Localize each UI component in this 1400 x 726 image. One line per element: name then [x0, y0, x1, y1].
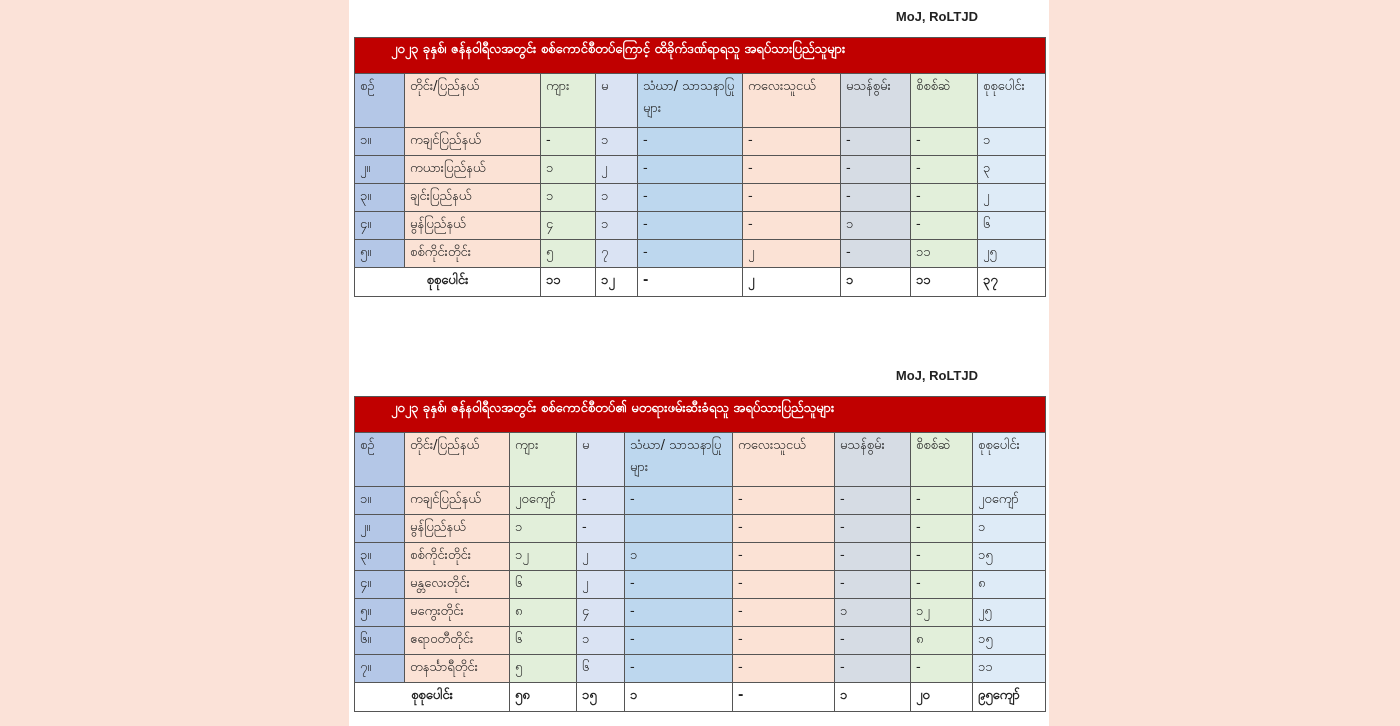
table-header-row [355, 433, 1046, 487]
table-cell: ၅။ [355, 240, 405, 268]
table-cell: - [835, 543, 911, 571]
total-cell: - [733, 683, 835, 712]
table-cell: ၆ [510, 627, 577, 655]
total-label: စုစုပေါင်း [355, 683, 510, 712]
total-label: စုစုပေါင်း [355, 268, 541, 297]
table-cell: ၄ [541, 212, 596, 240]
table-cell: ကချင်ပြည်နယ် [405, 128, 541, 156]
table-cell: စစ်ကိုင်းတိုင်း [405, 543, 510, 571]
header-cell: စဉ် [355, 433, 405, 487]
table-cell: - [577, 487, 625, 515]
total-cell: ၁၁ [911, 268, 978, 297]
table-cell: - [841, 184, 911, 212]
table-cell: - [733, 543, 835, 571]
table-cell: - [638, 128, 743, 156]
table-cell: ၁၅ [973, 627, 1046, 655]
table-cell: ၃။ [355, 184, 405, 212]
table-cell: ၂ [577, 571, 625, 599]
header-cell: တိုင်း/ပြည်နယ် [405, 74, 541, 128]
total-cell: ၃၇ [978, 268, 1046, 297]
table-cell: - [911, 515, 973, 543]
table-cell: - [911, 655, 973, 683]
table-cell: ၂ [577, 543, 625, 571]
header-cell: မသန်စွမ်း [841, 74, 911, 128]
table-cell: ၂ [596, 156, 638, 184]
table-cell: ချင်းပြည်နယ် [405, 184, 541, 212]
table-row [355, 627, 1046, 655]
table-cell: ၂။ [355, 515, 405, 543]
table-cell: ၁။ [355, 487, 405, 515]
table-cell: ၅။ [355, 599, 405, 627]
table-cell: ၂ [978, 184, 1046, 212]
source-label: MoJ, RoLTJD [895, 368, 978, 383]
header-cell: ကလေးသူငယ် [733, 433, 835, 487]
table-cell: - [733, 571, 835, 599]
table-cell: - [911, 571, 973, 599]
table-cell: ဧရာဝတီတိုင်း [405, 627, 510, 655]
table-total-row [355, 268, 1046, 297]
table-cell: ၄။ [355, 571, 405, 599]
table-cell: - [733, 599, 835, 627]
header-cell: စိစစ်ဆဲ [911, 74, 978, 128]
table-cell: - [911, 212, 978, 240]
table-cell: ၁၁ [911, 240, 978, 268]
table-cell: ၁ [978, 128, 1046, 156]
table-cell: ၁ [835, 599, 911, 627]
table-cell: - [911, 543, 973, 571]
table-cell: တနင်္သာရီတိုင်း [405, 655, 510, 683]
table-row [355, 571, 1046, 599]
table-cell: မွန်ပြည်နယ် [405, 515, 510, 543]
total-cell: ၁၂ [596, 268, 638, 297]
table-cell: - [743, 184, 841, 212]
table-cell: မကွေးတိုင်း [405, 599, 510, 627]
table-cell: ၅ [510, 655, 577, 683]
table-cell: ၈ [973, 571, 1046, 599]
header-cell: သံဃာ/ သာသနာပြုများ [638, 74, 743, 128]
total-cell: - [638, 268, 743, 297]
document-page [349, 0, 1049, 726]
table-cell: ၅ [541, 240, 596, 268]
table-cell: - [835, 655, 911, 683]
table-cell: စစ်ကိုင်းတိုင်း [405, 240, 541, 268]
table-cell: ၂၀ကျော် [510, 487, 577, 515]
total-cell: ၂၀ [911, 683, 973, 712]
header-cell: မ [596, 74, 638, 128]
table-row [355, 655, 1046, 683]
header-cell: ကလေးသူငယ် [743, 74, 841, 128]
table-cell: - [835, 515, 911, 543]
table-cell: - [733, 515, 835, 543]
table-row [355, 184, 1046, 212]
table-cell: - [835, 571, 911, 599]
table-row [355, 543, 1046, 571]
table-cell: - [911, 487, 973, 515]
table-cell: ၁၁ [973, 655, 1046, 683]
table-cell: - [638, 212, 743, 240]
header-cell: စုစုပေါင်း [973, 433, 1046, 487]
table-cell: ကယားပြည်နယ် [405, 156, 541, 184]
table-cell: ၁။ [355, 128, 405, 156]
total-cell: ၁ [625, 683, 733, 712]
table-cell: ၄ [577, 599, 625, 627]
table-header-row [355, 74, 1046, 128]
arrested-civilians-table [354, 396, 1046, 712]
table-cell: - [841, 240, 911, 268]
source-label: MoJ, RoLTJD [895, 9, 978, 24]
table-cell: ၁ [973, 515, 1046, 543]
header-cell: သံဃာ/ သာသနာပြုများ [625, 433, 733, 487]
table-cell: ၁ [596, 212, 638, 240]
table-cell: - [733, 627, 835, 655]
table-cell: ၁ [841, 212, 911, 240]
table-cell: - [638, 184, 743, 212]
total-cell: ၁ [841, 268, 911, 297]
table-cell: - [638, 240, 743, 268]
table-cell: - [625, 627, 733, 655]
table-cell: ၆ [510, 571, 577, 599]
table-total-row [355, 683, 1046, 712]
table-cell: ၈ [510, 599, 577, 627]
table-cell: ၂၅ [973, 599, 1046, 627]
header-cell: မသန်စွမ်း [835, 433, 911, 487]
header-cell: စုစုပေါင်း [978, 74, 1046, 128]
table-cell: ၇ [596, 240, 638, 268]
header-cell: မ [577, 433, 625, 487]
header-cell: ကျား [541, 74, 596, 128]
total-cell: ၁၁ [541, 268, 596, 297]
table-row [355, 487, 1046, 515]
table-cell: - [743, 128, 841, 156]
total-cell: ၁ [835, 683, 911, 712]
header-cell: စိစစ်ဆဲ [911, 433, 973, 487]
table-cell: ၆ [978, 212, 1046, 240]
table-cell: ၁ [541, 156, 596, 184]
table-title: ၂၀၂၃ ခုနှစ်၊ ဇန်နဝါရီလအတွင်း စစ်ကောင်စီတပ်၏ မတရားဖမ်းဆီးခံရသူ အရပ်သားပြည်သူများ [355, 397, 1046, 433]
table-row [355, 515, 1046, 543]
table-row [355, 599, 1046, 627]
table-cell: ၇။ [355, 655, 405, 683]
header-cell: စဉ် [355, 74, 405, 128]
table-cell: ၁၂ [911, 599, 973, 627]
table-cell: - [911, 156, 978, 184]
table-cell: - [625, 487, 733, 515]
table-cell: မန္တလေးတိုင်း [405, 571, 510, 599]
table-cell: ၂။ [355, 156, 405, 184]
table-cell: - [638, 156, 743, 184]
table-cell: ကချင်ပြည်နယ် [405, 487, 510, 515]
table-cell: - [835, 627, 911, 655]
table-cell: ၆ [577, 655, 625, 683]
table-cell: ၃။ [355, 543, 405, 571]
total-cell: ၁၅ [577, 683, 625, 712]
table-cell: - [911, 128, 978, 156]
table-cell: မွန်ပြည်နယ် [405, 212, 541, 240]
total-cell: ၅၈ [510, 683, 577, 712]
table-cell: - [743, 212, 841, 240]
table-cell: ၄။ [355, 212, 405, 240]
header-cell: တိုင်း/ပြည်နယ် [405, 433, 510, 487]
table-cell: ၃ [978, 156, 1046, 184]
table-cell: ၁ [625, 543, 733, 571]
injured-civilians-table [354, 37, 1046, 297]
total-cell: ၂ [743, 268, 841, 297]
table-row [355, 156, 1046, 184]
table-cell [625, 515, 733, 543]
table-cell: - [625, 655, 733, 683]
table-cell: - [841, 156, 911, 184]
table-cell: ၁၅ [973, 543, 1046, 571]
table-cell: ၁ [596, 184, 638, 212]
table-cell: - [733, 487, 835, 515]
table-cell: - [835, 487, 911, 515]
table-cell: - [541, 128, 596, 156]
table-row [355, 240, 1046, 268]
table-cell: ၂၅ [978, 240, 1046, 268]
table-row [355, 212, 1046, 240]
table-cell: ၁ [596, 128, 638, 156]
table-cell: - [911, 184, 978, 212]
table-cell: - [577, 515, 625, 543]
table-cell: - [841, 128, 911, 156]
table-cell: - [743, 156, 841, 184]
table-cell: - [625, 599, 733, 627]
table-title: ၂၀၂၃ ခုနှစ်၊ ဇန်နဝါရီလအတွင်း စစ်ကောင်စီတပ်ကြောင့် ထိခိုက်ဒဏ်ရာရသူ အရပ်သားပြည်သူများ [355, 38, 1046, 74]
total-cell: ၉၅ကျော် [973, 683, 1046, 712]
table-cell: ၂ [743, 240, 841, 268]
table-cell: ၁ [577, 627, 625, 655]
table-cell: - [625, 571, 733, 599]
table-cell: ၁၂ [510, 543, 577, 571]
table-cell: - [733, 655, 835, 683]
table-cell: ၈ [911, 627, 973, 655]
header-cell: ကျား [510, 433, 577, 487]
table-cell: ၂၀ကျော် [973, 487, 1046, 515]
table-cell: ၆။ [355, 627, 405, 655]
table-cell: ၁ [541, 184, 596, 212]
table-cell: ၁ [510, 515, 577, 543]
table-row [355, 128, 1046, 156]
